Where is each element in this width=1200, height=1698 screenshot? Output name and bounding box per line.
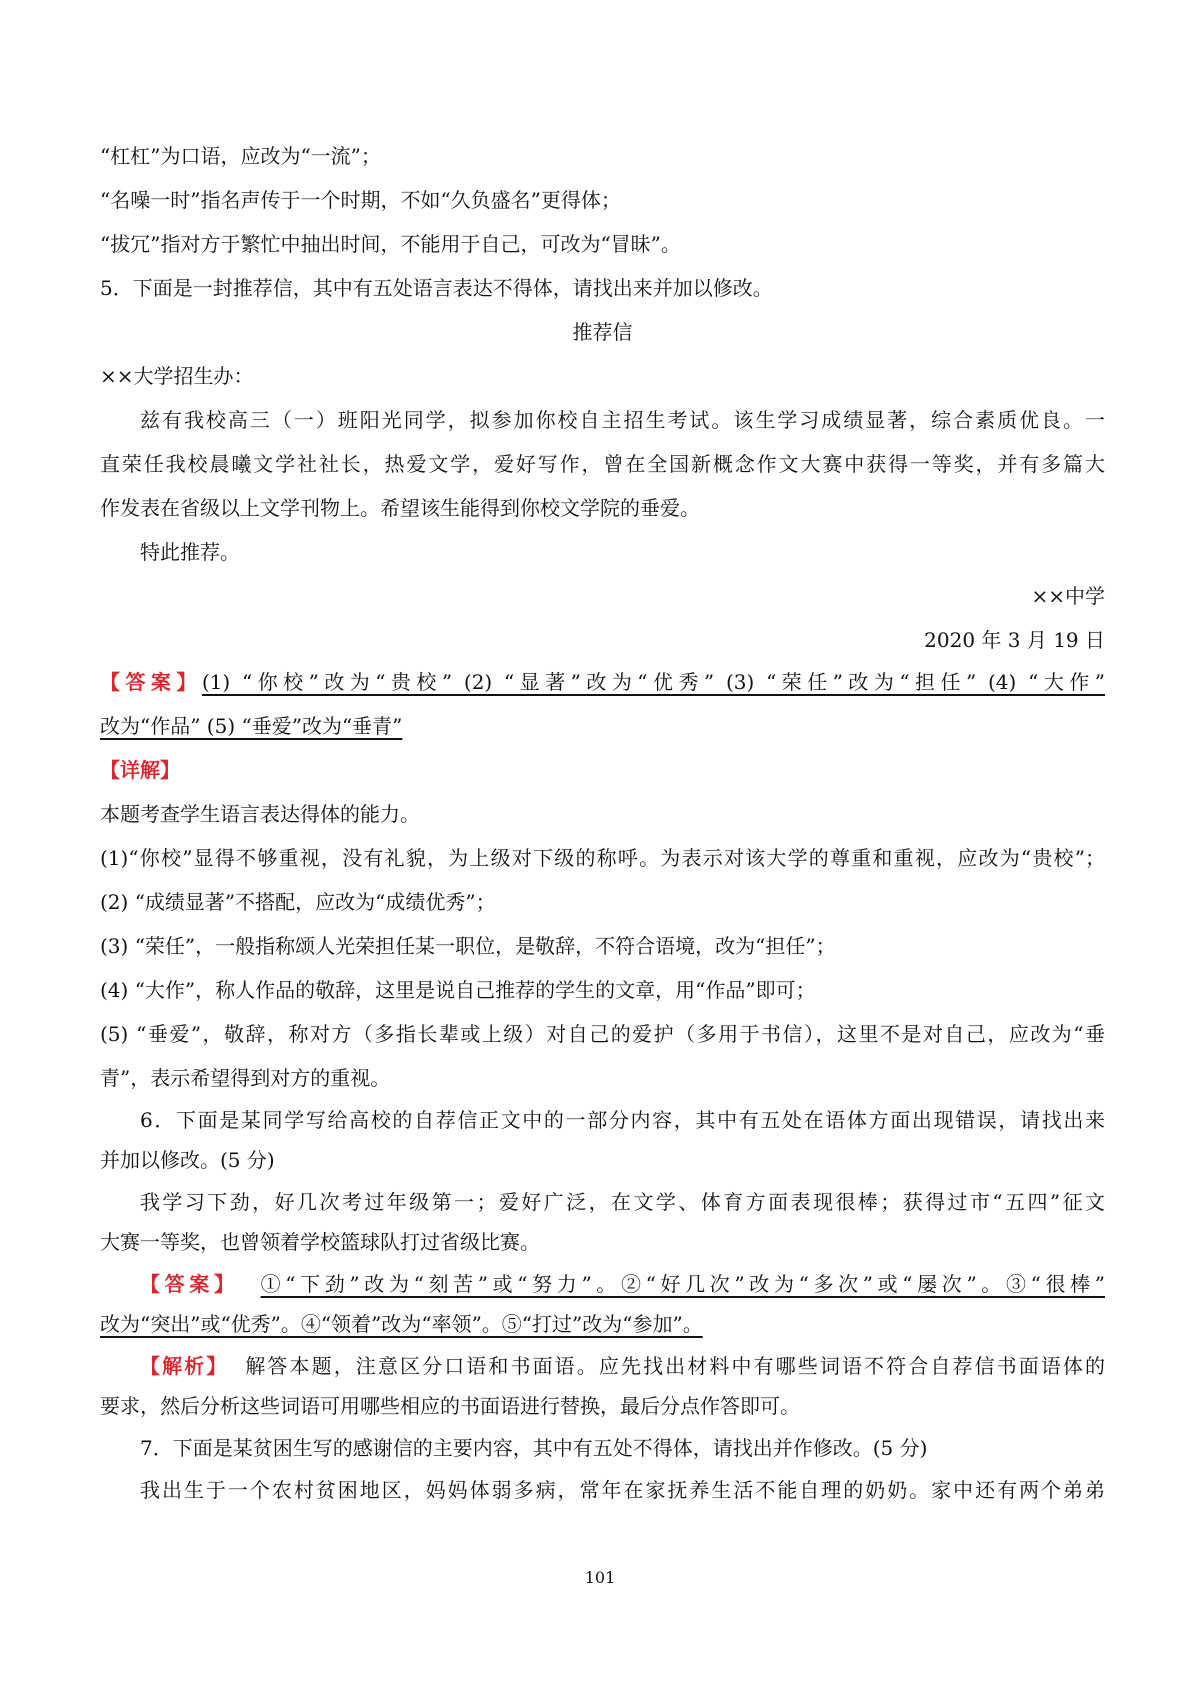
detail-line: (5) “垂爱”，敬辞，称对方（多指长辈或上级）对自己的爱护（多用于书信），这里不是对自己，应改为“垂	[100, 1022, 1105, 1046]
detail-line: (3) “荣任”，一般指称颂人光荣担任某一职位，是敬辞，不符合语境，改为“担任”；	[100, 934, 836, 958]
detail-line: (2) “成绩显著”不搭配，应改为“成绩优秀”；	[100, 890, 496, 914]
letter-salutation: ××大学招生办：	[100, 364, 254, 388]
question-7: 7．下面是某贫困生写的感谢信的主要内容，其中有五处不得体，请找出并作修改。(5 分)	[140, 1436, 928, 1460]
letter-body-line: 直荣任我校晨曦文学社社长，热爱文学，爱好写作，曾在全国新概念作文大赛中获得一等奖，并有多篇大	[100, 452, 1105, 476]
answer-5-line	[100, 668, 1105, 696]
detail-tag: 【详解】	[100, 758, 180, 782]
text-line: “拔冗”指对方于繁忙中抽出时间，不能用于自己，可改为“冒昧”。	[100, 232, 681, 256]
letter-body-line: 兹有我校高三（一）班阳光同学，拟参加你校自主招生考试。该生学习成绩显著，综合素质优良。一	[140, 408, 1105, 432]
text-line: “杠杠”为口语，应改为“一流”；	[100, 144, 381, 168]
question-6-material: 大赛一等奖，也曾领着学校篮球队打过省级比赛。	[100, 1230, 540, 1254]
detail-line: (1)“你校”显得不够重视，没有礼貌，为上级对下级的称呼。为表示对该大学的尊重和重视，应改为“贵校”；	[100, 846, 1105, 870]
letter-date: 2020 年 3 月 19 日	[924, 628, 1105, 652]
answer-text: 改为“作品” (5) “垂爱”改为“垂青”	[100, 714, 403, 738]
question-6: 6．下面是某同学写给高校的自荐信正文中的一部分内容，其中有五处在语体方面出现错误，请找出来	[140, 1108, 1105, 1132]
answer-text: (1) “你校”改为“贵校” (2) “显著”改为“优秀” (3) “荣任”改为“担任” (4) “大作”	[201, 670, 1106, 694]
answer-text: ①“下劲”改为“刻苦”或“努力”。②“好几次”改为“多次”或“屡次”。③“很棒”	[260, 1272, 1105, 1296]
letter-body-line: 作发表在省级以上文学刊物上。希望该生能得到你校文学院的垂爱。	[100, 496, 700, 520]
answer-5-line	[100, 712, 1105, 740]
question-7-material: 我出生于一个农村贫困地区，妈妈体弱多病，常年在家抚养生活不能自理的奶奶。家中还有两个弟弟	[140, 1478, 1105, 1502]
detail-line: 青”，表示希望得到对方的重视。	[100, 1066, 391, 1090]
answer-6-line	[100, 1310, 1105, 1338]
detail-heading	[100, 756, 1105, 784]
analysis-text: 解答本题，注意区分口语和书面语。应先找出材料中有哪些词语不符合自荐信书面语体的	[245, 1354, 1106, 1378]
question-5: 5．下面是一封推荐信，其中有五处语言表达不得体，请找出来并加以修改。	[100, 276, 773, 300]
analysis-tag: 【解析】	[140, 1354, 229, 1378]
text-line: “名噪一时”指名声传于一个时期，不如“久负盛名”更得体；	[100, 188, 621, 212]
letter-title: 推荐信	[572, 320, 633, 344]
analysis-line: 要求，然后分析这些词语可用哪些相应的书面语进行替换，最后分点作答即可。	[100, 1394, 800, 1418]
question-6-material: 我学习下劲，好几次考过年级第一；爱好广泛，在文学、体育方面表现很棒；获得过市“五四”征文	[140, 1190, 1105, 1214]
answer-text: 改为“突出”或“优秀”。④“领着”改为“率领”。⑤“打过”改为“参加”。	[100, 1312, 703, 1336]
question-6: 并加以修改。(5 分)	[100, 1148, 275, 1172]
letter-closing: 特此推荐。	[140, 540, 240, 564]
detail-line: (4) “大作”，称人作品的敬辞，这里是说自己推荐的学生的文章，用“作品”即可；	[100, 978, 816, 1002]
answer-6-line	[140, 1270, 1105, 1298]
answer-tag: 【答案】	[140, 1272, 239, 1296]
detail-line: 本题考查学生语言表达得体的能力。	[100, 802, 420, 826]
page-number: 101	[584, 1568, 616, 1587]
letter-signature: ××中学	[1031, 584, 1105, 608]
analysis-line	[140, 1352, 1105, 1380]
answer-tag: 【答案】	[100, 670, 202, 694]
